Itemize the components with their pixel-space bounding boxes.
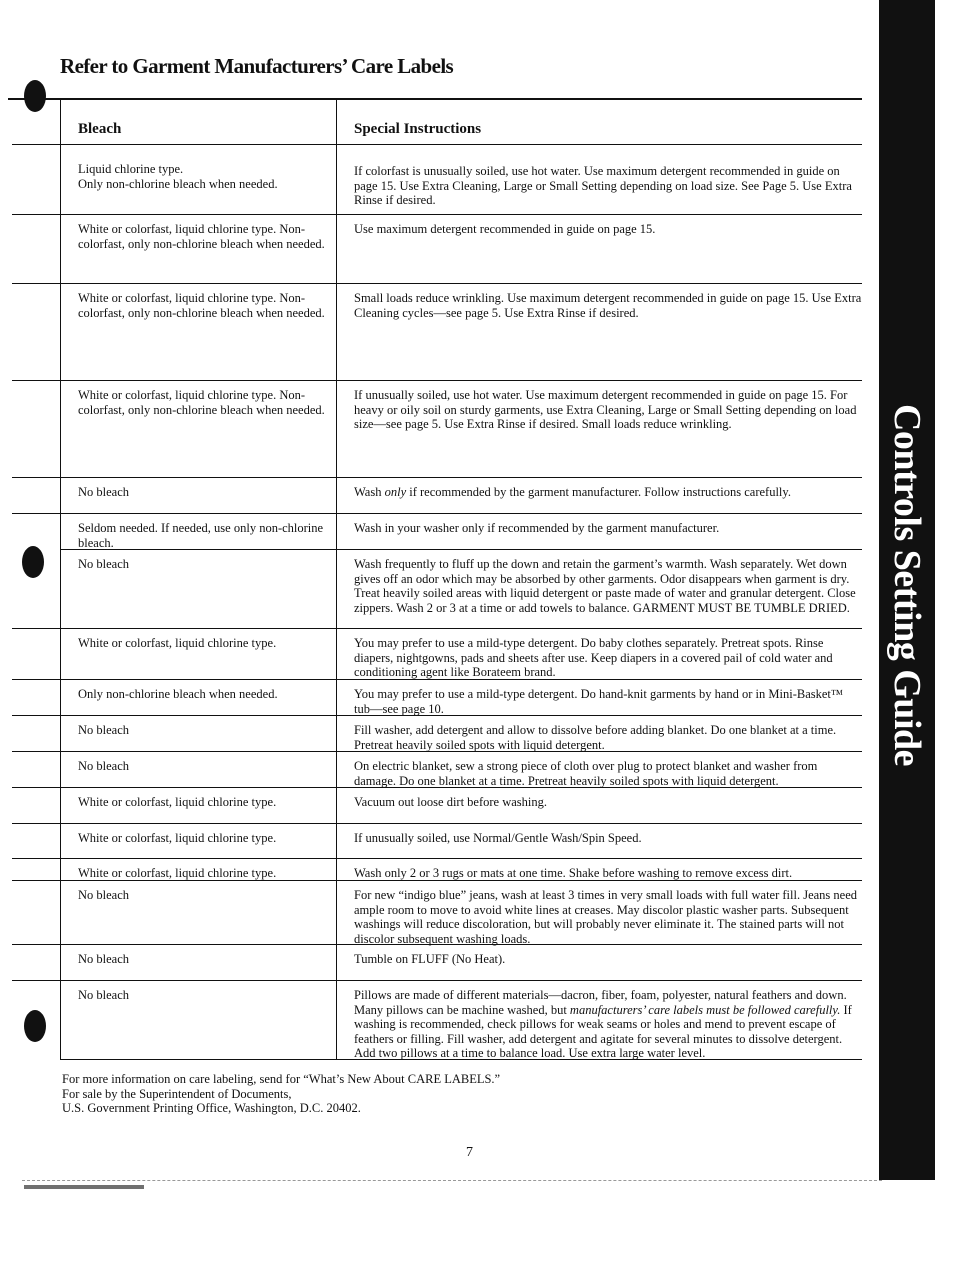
instructions-text: Wash — [354, 485, 385, 499]
row-rule — [12, 715, 862, 716]
row-rule — [60, 549, 862, 550]
instructions-cell: Small loads reduce wrinkling. Use maximum detergent recommended in guide on page 15. Use Extra Cleaning cycles—see page 5. Use Extra Rinse if desired. — [354, 291, 862, 320]
instructions-cell: Wash in your washer only if recommended by the garment manufacturer. — [354, 521, 720, 535]
bleach-cell: White or colorfast, liquid chlorine type. — [78, 636, 277, 650]
row-rule — [12, 880, 862, 881]
instructions-emphasis: manufacturers’ care labels must be followed carefully. — [569, 1002, 841, 1017]
row-rule — [12, 751, 862, 752]
bleach-cell: No bleach — [78, 485, 130, 499]
page-number: 7 — [466, 1145, 473, 1160]
instructions-cell: On electric blanket, sew a strong piece of cloth over plug to protect blanket and washer from damage. Do one blanket at a time. Pretreat heavily soiled spots with liquid detergent. — [354, 759, 818, 788]
instructions-cell: Use maximum detergent recommended in guide on page 15. — [354, 222, 656, 236]
bleach-cell: No bleach — [78, 888, 130, 902]
bleach-cell: White or colorfast, liquid chlorine type. — [78, 831, 277, 845]
bleach-cell: Liquid chlorine type. Only non-chlorine bleach when needed. — [78, 162, 278, 191]
instructions-cell: If colorfast is unusually soiled, use hot water. Use maximum detergent recommended in guide on page 15. Use Extra Cleaning, Large or Small Setting depending on load size. See Page 5. Use Extra Rinse if desired. — [354, 164, 852, 207]
row-rule — [12, 477, 862, 478]
bleach-cell: White or colorfast, liquid chlorine type. Non-colorfast, only non-chlorine bleach when needed. — [78, 222, 325, 251]
binder-hole — [24, 1010, 46, 1042]
row-rule — [12, 787, 862, 788]
row-rule — [12, 380, 862, 381]
instructions-cell — [354, 988, 862, 1061]
instructions-text: if recommended by the garment manufacturer. Follow instructions carefully. — [406, 485, 791, 499]
instructions-emphasis: only — [384, 485, 407, 499]
side-tab — [879, 0, 935, 1180]
header-rule — [12, 144, 862, 145]
bleach-cell: White or colorfast, liquid chlorine type. Non-colorfast, only non-chlorine bleach when needed. — [78, 291, 325, 320]
scan-smudge — [24, 1185, 144, 1189]
instructions-cell: If unusually soiled, use Normal/Gentle Wash/Spin Speed. — [354, 831, 642, 845]
row-rule — [12, 823, 862, 824]
row-rule — [12, 858, 862, 859]
row-rule — [12, 980, 862, 981]
bleach-cell: Only non-chlorine bleach when needed. — [78, 687, 278, 701]
instructions-cell: Vacuum out loose dirt before washing. — [354, 795, 548, 809]
instructions-cell: Wash frequently to fluff up the down and retain the garment’s warmth. Wash separately. Wet down gives off an odor which may be absorbed by other garments. Odor disappears when garment is dry. Treat heavily soiled areas with liquid detergent or paste made of water and granular detergent. Close zippers. Wash 2 or 3 at a time or add towels to balance. GARMENT MUST BE TUMBLE DRIED. — [354, 557, 856, 615]
row-rule — [12, 628, 862, 629]
instructions-cell: Fill washer, add detergent and allow to dissolve before adding blanket. Do one blanket at a time. Pretreat heavily soiled spots with liquid detergent. — [354, 723, 837, 752]
footer-line: For sale by the Superintendent of Documents, — [62, 1086, 292, 1101]
left-border — [60, 99, 61, 1059]
instructions-cell: If unusually soiled, use hot water. Use maximum detergent recommended in guide on page 15. For heavy or oily soil on sturdy garments, use Extra Cleaning, Large or Small Setting depending on load size—see page 5. Use Extra Rinse if desired. Small loads reduce wrinkling. — [354, 388, 857, 431]
binder-hole — [22, 546, 44, 578]
column-header-bleach: Bleach — [78, 121, 122, 137]
instructions-cell: For new “indigo blue” jeans, wash at least 3 times in very small loads with full water fill. Jeans need ample room to move to avoid white lines at creases. May discolor plastic washer parts. Subsequent washings will reduce discoloration, but will probably never eliminate it. The stained parts will not discolor subsequent washing loads. — [354, 888, 858, 946]
bleach-cell: No bleach — [78, 557, 130, 571]
instructions-cell — [354, 485, 862, 500]
bleach-cell: No bleach — [78, 952, 130, 966]
row-rule — [12, 214, 862, 215]
column-divider — [336, 99, 337, 1059]
table-top-rule — [8, 98, 862, 100]
footer-note — [62, 1072, 500, 1116]
bleach-cell: No bleach — [78, 759, 130, 773]
footer-line: U.S. Government Printing Office, Washington, D.C. 20402. — [62, 1101, 361, 1115]
instructions-cell: Tumble on FLUFF (No Heat). — [354, 952, 506, 966]
instructions-text: If washing is recommended, check pillows for weak seams or holes and mend to prevent escape of feathers or filling. Fill washer, add detergent and agitate for several minutes to dissolve detergent. Add two pillows at a time to balance load. Use extra large water level. — [354, 1002, 852, 1060]
row-rule — [12, 944, 862, 945]
bleach-cell: White or colorfast, liquid chlorine type. — [78, 795, 277, 809]
row-rule — [12, 679, 862, 680]
bleach-cell: Seldom needed. If needed, use only non-chlorine bleach. — [78, 521, 324, 550]
binder-hole — [24, 80, 46, 112]
side-tab-label: Controls Setting Guide — [886, 403, 928, 767]
bleach-cell: No bleach — [78, 988, 130, 1002]
column-header-instructions: Special Instructions — [354, 121, 482, 137]
instructions-cell: You may prefer to use a mild-type detergent. Do hand-knit garments by hand or in Mini-Basket™ tub—see page 10. — [354, 687, 844, 716]
footer-line: For more information on care labeling, send for “What’s New About CARE LABELS.” — [62, 1072, 501, 1086]
instructions-text: Pillows are made of different materials—dacron, fiber, foam, polyester, natural feathers and down. Many pillows can be machine washed, but — [354, 988, 847, 1017]
page-title: Refer to Garment Manufacturers’ Care Labels — [60, 54, 454, 78]
bleach-cell: No bleach — [78, 723, 130, 737]
scan-artifact — [22, 1180, 882, 1181]
row-rule — [12, 283, 862, 284]
instructions-cell: You may prefer to use a mild-type detergent. Do baby clothes separately. Pretreat spots. Rinse diapers, nightgowns, pads and sheets after use. Keep diapers in a covered pail of cold water and conditioning agent like Borateem brand. — [354, 636, 833, 679]
bleach-cell: White or colorfast, liquid chlorine type. — [78, 866, 277, 880]
row-rule — [12, 513, 862, 514]
instructions-cell: Wash only 2 or 3 rugs or mats at one time. Shake before washing to remove excess dirt. — [354, 866, 793, 880]
bleach-cell: White or colorfast, liquid chlorine type. Non-colorfast, only non-chlorine bleach when needed. — [78, 388, 325, 417]
